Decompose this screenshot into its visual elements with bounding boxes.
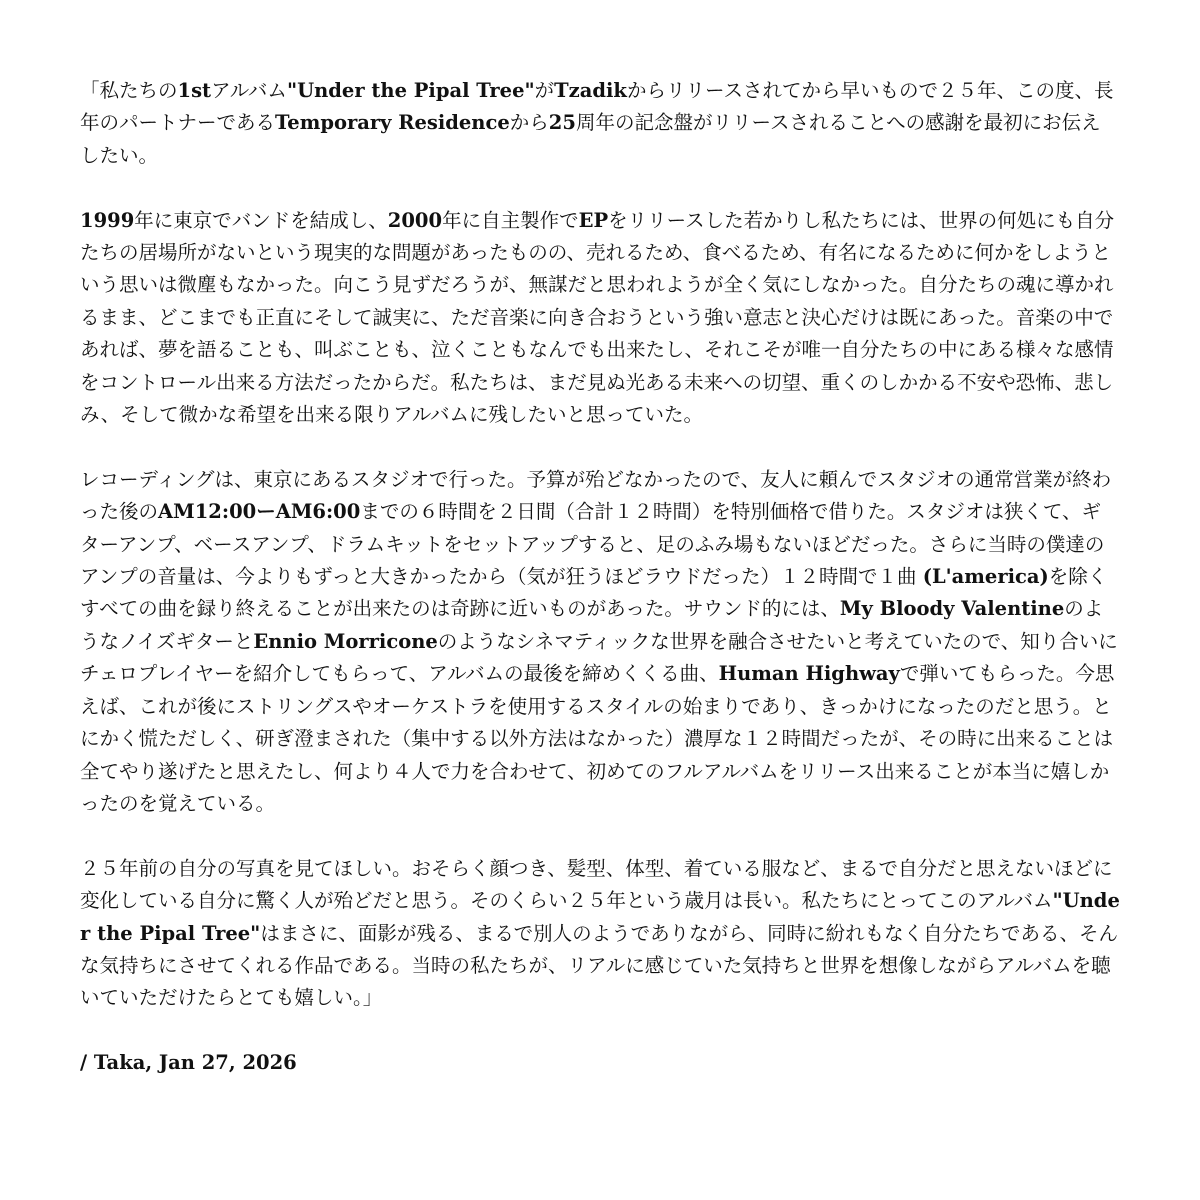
body-text: をリリースした若かりし私たちには、世界の何処にも自分たちの居場所がないという現実的な問題があったものの、売れるため、食べるため、有名になるために何かをしようという思いは微塵もなかった。向こう見ずだろうが、無謀だと思われようが全く気にしなかった。自分たちの魂に導かれるまま、どこまでも正直にそして誠実に、ただ音楽に向き合おうという強い意志と決心だけは既にあった。音楽の中であれば、夢を語ることも、叫ぶことも、泣くこともなんでも出来たし、それこそが唯一自分たちの中にある様々な感情をコントロール出来る方法だったからだ。私たちは、まだ見ぬ光ある未来への切望、重くのしかかる不安や恐怖、悲しみ、そして微かな希望を出来る限りアルバムに残したいと思っていた。 bbox=[80, 208, 1115, 427]
emphasis-text: Tzadik bbox=[554, 79, 627, 102]
paragraph bbox=[80, 205, 1120, 432]
body-text: アルバム bbox=[211, 79, 287, 102]
emphasis-text: Ennio Morricone bbox=[253, 629, 438, 653]
body-text: 年に東京でバンドを結成し、 bbox=[134, 208, 388, 232]
body-text: レコーディングは、東京にあるスタジオで行った。予算が殆どなかったので、友人に頼んでスタジオの通常営業が終わった後の bbox=[80, 467, 1112, 524]
body-text: はまさに、面影が残る、まるで別人のようでありながら、同時に紛れもなく自分たちである、そんな気持ちにさせてくれる作品である。当時の私たちが、リアルに感じていた気持ちと世界を想像しながらアルバムを聴いていただけたらとても嬉しい。」 bbox=[80, 921, 1118, 1010]
body-text: 「私たちの bbox=[80, 79, 178, 102]
signature: / Taka, Jan 27, 2026 bbox=[80, 1051, 297, 1075]
emphasis-text: "Under the Pipal Tree" bbox=[80, 889, 1120, 945]
emphasis-text: Human Highway bbox=[718, 662, 900, 686]
body-text: ２５年前の自分の写真を見てほしい。おそらく顔つき、髪型、体型、着ている服など、まるで自分だと思えないほどに変化している自分に驚く人が殆どだと思う。そのくらい２５年という歳月は長い。私たちにとってこのアルバム bbox=[80, 856, 1113, 913]
emphasis-text: 2000 bbox=[387, 208, 443, 232]
body-text: のようなシネマティックな世界を融合させたいと考えていたので、知り合いにチェロプレイヤーを紹介してもらって、アルバムの最後を締めくくる曲、 bbox=[80, 629, 1118, 686]
paragraph bbox=[80, 464, 1120, 820]
emphasis-text: 1st bbox=[177, 79, 212, 102]
body-text: を除くすべての曲を録り終えることが出来たのは奇跡に近いものがあった。サウンド的には、 bbox=[80, 565, 1108, 621]
emphasis-text: 25 bbox=[548, 111, 576, 135]
body-text: から bbox=[509, 111, 549, 135]
letter-page bbox=[80, 75, 1120, 1135]
paragraph bbox=[80, 853, 1120, 1015]
body-text: 周年の記念盤がリリースされることへの感謝を最初にお伝えしたい。 bbox=[80, 111, 1101, 167]
emphasis-text: "Under the Pipal Tree" bbox=[286, 79, 535, 102]
body-text: からリリースされてから早いもので２５年、この度、長年のパートナーである bbox=[80, 79, 1114, 135]
paragraph bbox=[80, 75, 1120, 172]
body-text: までの６時間を２日間（合計１２時間）を特別価格で借りた。スタジオは狭くて、ギターアンプ、ベースアンプ、ドラムキットをセットアップすると、足のふみ場もないほどだった。さらに当時の僕達のアンプの音量は、今よりもずっと大きかったから（気が狂うほどラウドだった）１２時間で１曲 bbox=[80, 500, 1105, 589]
emphasis-text: EP bbox=[578, 208, 609, 232]
body-text: が bbox=[534, 79, 555, 102]
body-text: 年に自主製作で bbox=[442, 208, 579, 232]
body-text: で弾いてもらった。今思えば、これが後にストリングスやオーケストラを使用するスタイルの始まりであり、きっかけになったのだと思う。とにかく慌ただしく、研ぎ澄まされた（集中する以外方法はなかった）濃厚な１２時間だったが、その時に出来ることは全てやり遂げたと思えたし、何より４人で力を合わせて、初めてのフルアルバムをリリース出来ることが本当に嬉しかったのを覚えている。 bbox=[80, 662, 1115, 815]
emphasis-text: (L'america) bbox=[922, 565, 1049, 589]
emphasis-text: 1999 bbox=[80, 208, 135, 232]
letter-body bbox=[80, 75, 1120, 1015]
emphasis-text: My Bloody Valentine bbox=[839, 597, 1065, 621]
emphasis-text: Temporary Residence bbox=[275, 111, 510, 135]
body-text: のようなノイズギターと bbox=[80, 597, 1104, 653]
emphasis-text: AM12:00ーAM6:00 bbox=[158, 500, 361, 524]
